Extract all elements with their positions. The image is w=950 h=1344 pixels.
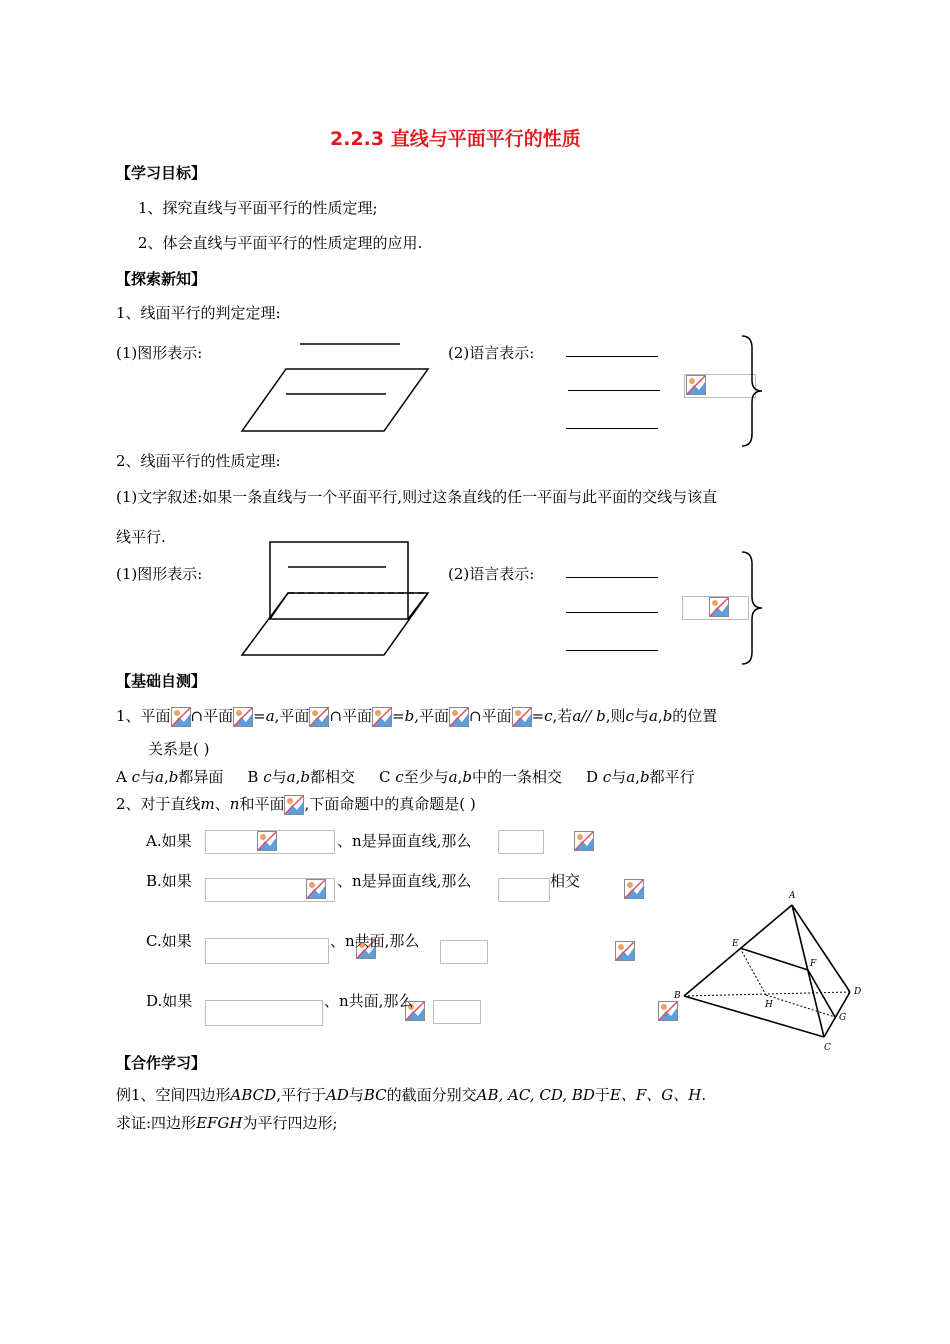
question-1-stem: 1、平面 ∩平面 =a,平面 ∩平面 =b,平面 ∩平面 =c,若a// b,则c与a,b的位置 — [116, 707, 718, 725]
vertex-label-c: C — [824, 1043, 831, 1053]
section-goals: 【学习目标】 — [116, 164, 207, 182]
q2-option-a-label[interactable]: A.如果 — [146, 832, 192, 850]
right-brace-icon — [736, 550, 766, 666]
point-label-g: G — [839, 1013, 847, 1023]
plane-symbol-icon — [309, 707, 329, 727]
example-1: 例1、空间四边形ABCD,平行于AD与BC的截面分别交AB, AC, CD, BD于E、F、G、H. — [116, 1086, 707, 1104]
formula-image-box — [205, 938, 329, 964]
graph-label-2: (1)图形表示: — [116, 565, 203, 583]
theorem-text-line-2: 线平行. — [116, 528, 166, 546]
vertex-label-d: D — [854, 987, 862, 997]
vertex-label-a: A — [789, 891, 796, 901]
explore-item-1: 1、线面平行的判定定理: — [116, 304, 281, 322]
point-label-h: H — [765, 1000, 773, 1010]
graph-label-1: (1)图形表示: — [116, 344, 203, 362]
broken-image-icon — [709, 597, 729, 617]
point-label-e: E — [732, 939, 739, 949]
formula-image-box — [205, 1000, 323, 1026]
section-basic-test: 【基础自测】 — [116, 672, 207, 690]
blank-line — [566, 612, 658, 613]
formula-image-box — [433, 1000, 481, 1024]
broken-image-icon — [686, 375, 706, 395]
question-2-stem: 2、对于直线m、n和平面 ,下面命题中的真命题是( ) — [116, 795, 476, 813]
figure-intersecting-planes — [238, 540, 438, 660]
point-label-f: F — [810, 959, 817, 969]
plane-symbol-icon — [171, 707, 191, 727]
plane-symbol-icon — [284, 795, 304, 815]
q2-option-c-text: 、n共面,那么 — [330, 932, 420, 950]
proof-statement: 求证:四边形EFGH为平行四边形; — [116, 1114, 338, 1132]
option-d[interactable]: D c与a,b都平行 — [586, 768, 695, 786]
section-explore: 【探索新知】 — [116, 270, 207, 288]
right-brace-icon — [736, 334, 766, 448]
question-1-options — [116, 766, 695, 787]
blank-line — [566, 428, 658, 429]
question-1-stem-line-2: 关系是( ) — [148, 740, 210, 758]
broken-image-icon — [624, 879, 644, 899]
tetrahedron-figure — [670, 880, 870, 1055]
blank-line — [566, 577, 658, 578]
broken-image-icon — [615, 941, 635, 961]
plane-symbol-icon — [233, 707, 253, 727]
blank-line — [568, 390, 660, 391]
explore-item-2: 2、线面平行的性质定理: — [116, 452, 281, 470]
q2-option-a-text: 、n是异面直线,那么 — [337, 832, 472, 850]
lang-label-2: (2)语言表示: — [448, 565, 535, 583]
formula-image-box — [440, 940, 488, 964]
q2-option-c-label[interactable]: C.如果 — [146, 932, 192, 950]
goal-1: 1、探究直线与平面平行的性质定理; — [138, 199, 378, 217]
page-title: 2.2.3 直线与平面平行的性质 — [330, 128, 581, 150]
broken-image-icon — [574, 831, 594, 851]
q2-option-b-label[interactable]: B.如果 — [146, 872, 192, 890]
goal-2: 2、体会直线与平面平行的性质定理的应用. — [138, 234, 423, 252]
q2-option-d-text: 、n共面,那么 — [324, 992, 414, 1010]
q2-option-b-text: 、n是异面直线,那么 — [337, 872, 472, 890]
broken-image-icon — [257, 831, 277, 851]
blank-line — [566, 356, 658, 357]
vertex-label-b: B — [674, 991, 681, 1001]
plane-symbol-icon — [372, 707, 392, 727]
theorem-text-line-1: (1)文字叙述:如果一条直线与一个平面平行,则过这条直线的任一平面与此平面的交线与该直 — [116, 488, 718, 506]
broken-image-icon — [306, 879, 326, 899]
plane-symbol-icon — [512, 707, 532, 727]
lang-label-1: (2)语言表示: — [448, 344, 535, 362]
blank-line — [566, 650, 658, 651]
q2-option-d-label[interactable]: D.如果 — [146, 992, 193, 1010]
figure-line-plane-1 — [238, 335, 438, 435]
formula-image-box — [498, 830, 544, 854]
option-a[interactable]: A c与a,b都异面 — [116, 768, 224, 786]
option-b[interactable]: B c与a,b都相交 — [247, 768, 355, 786]
q2-option-b-tail: 相交 — [550, 872, 581, 890]
section-coop: 【合作学习】 — [116, 1054, 207, 1072]
plane-symbol-icon — [449, 707, 469, 727]
formula-image-box — [498, 878, 550, 902]
option-c[interactable]: C c至少与a,b中的一条相交 — [378, 768, 562, 786]
